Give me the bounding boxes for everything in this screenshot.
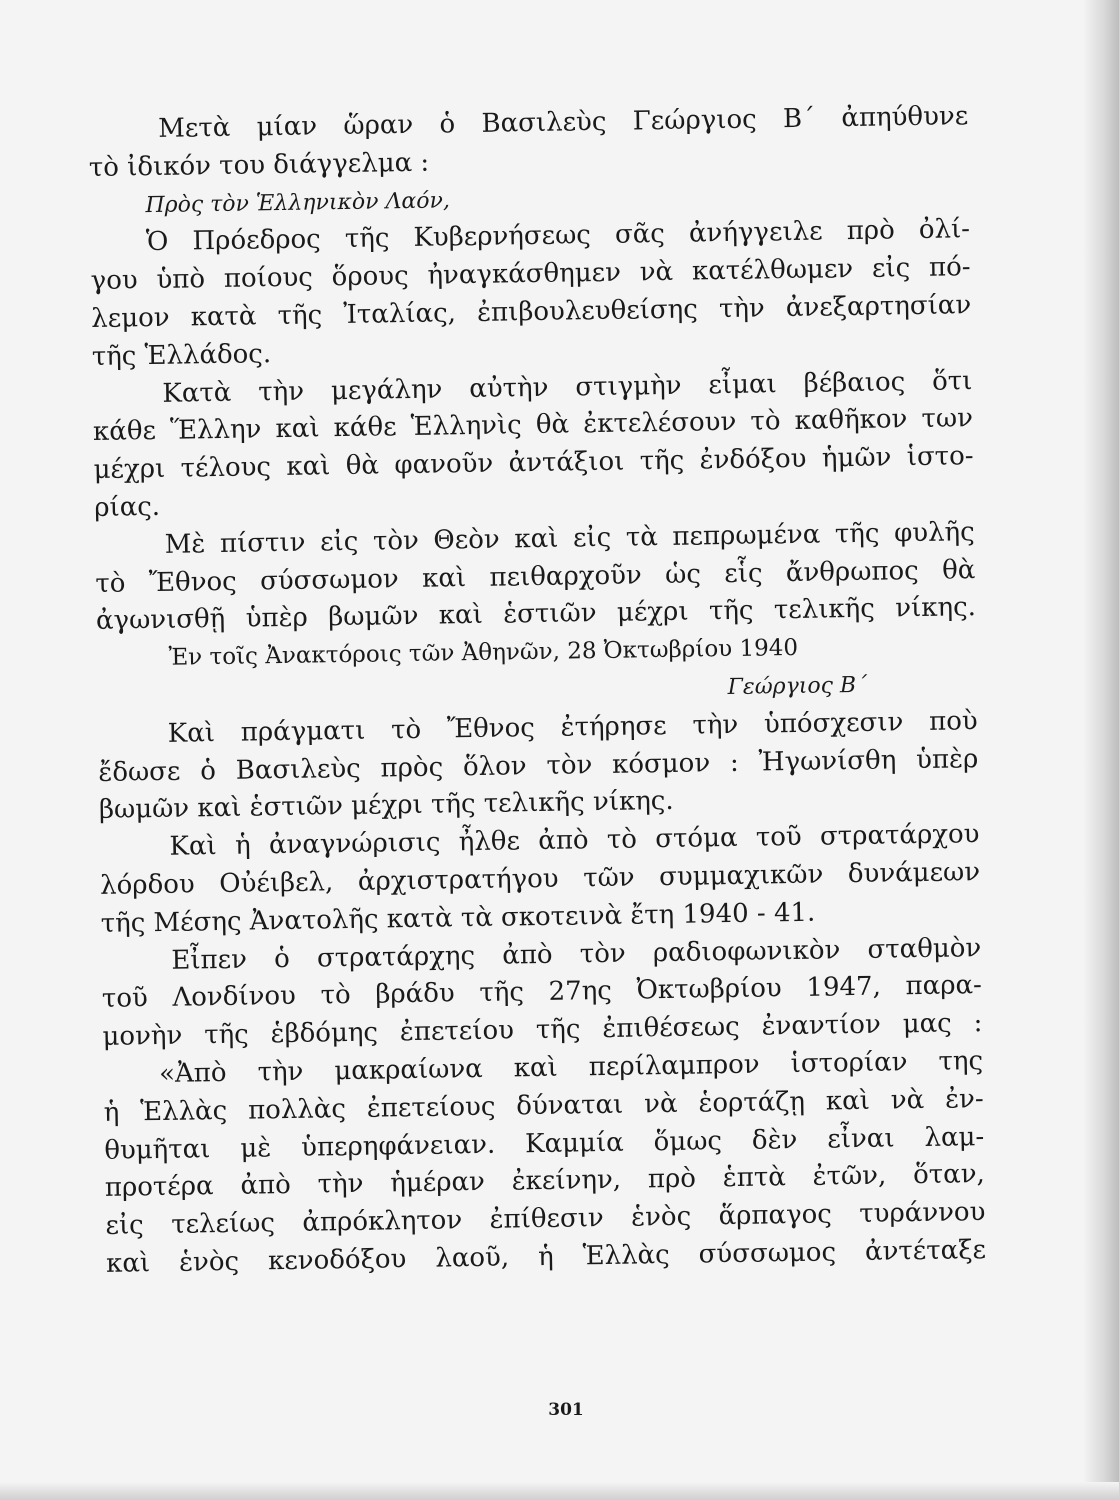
dateline: Ἐν τοῖς Ἀνακτόροις τῶν Ἀθηνῶν, 28 Ὀκτωβρίου 1940 [168, 635, 799, 671]
text-line: εἰς τελείως ἀπρόκλητον ἐπίθεσιν ἑνὸς ἅρπαγος τυράννου [105, 1197, 986, 1241]
text-line: Καὶ πράγματι τὸ Ἔθνος ἐτήρησε τὴν ὑπόσχεσιν ποὺ [167, 705, 978, 749]
page-edge-shadow [1083, 0, 1119, 1500]
text-line: Κατὰ τὴν μεγάλην αὐτὴν στιγμὴν εἶμαι βέβαιος ὅτι [162, 365, 973, 409]
page-number: 301 [548, 1400, 584, 1420]
text-line: μονὴν τῆς ἑβδόμης ἐπετείου τῆς ἐπιθέσεως ἐναντίον μας : [102, 1008, 983, 1053]
text-line: θυμῆται μὲ ὑπερηφάνειαν. Καμμία ὅμως δὲν εἶναι λαμ- [104, 1121, 985, 1166]
text-line: γου ὑπὸ ποίους ὅρους ἠναγκάσθημεν νὰ κατέλθωμεν εἰς πό- [90, 252, 971, 297]
text-line: ἔδωσε ὁ Βασιλεὺς πρὸς ὅλον τὸν κόσμον : Ἠγωνίσθη ὑπὲρ [98, 743, 979, 788]
text-line: καὶ ἑνὸς κενοδόξου λαοῦ, ἡ Ἑλλὰς σύσσωμος ἀντέταξε [105, 1234, 987, 1279]
text-line: τοῦ Λονδίνου τὸ βράδυ τῆς 27ης Ὀκτωβρίου 1947, παρα- [101, 970, 983, 1015]
text-line: ἀγωνισθῇ ὑπὲρ βωμῶν καὶ ἑστιῶν μέχρι τῆς τελικῆς νίκης. [95, 592, 977, 637]
text-line: βωμῶν καὶ ἑστιῶν μέχρι τῆς τελικῆς νίκης. [98, 786, 674, 826]
text-line: κάθε Ἕλλην καὶ κάθε Ἑλληνὶς θὰ ἐκτελέσουν τὸ καθῆκον των [92, 403, 974, 448]
text-line: τῆς Ἑλλάδος. [91, 338, 272, 372]
text-line: ἡ Ἑλλὰς πολλὰς ἐπετείους δύναται νὰ ἑορτάζῃ καὶ νὰ ἐν- [103, 1083, 984, 1128]
address-heading: Πρὸς τὸν Ἑλληνικὸν Λαόν, [145, 187, 451, 218]
body-text [88, 98, 986, 1283]
text-line: Καὶ ἡ ἀναγνώρισις ἦλθε ἀπὸ τὸ στόμα τοῦ στρατάρχου [169, 819, 980, 862]
text-line: Εἶπεν ὁ στρατάρχης ἀπὸ τὸν ραδιοφωνικὸν σταθμὸν [171, 932, 982, 976]
text-line: Μὲ πίστιν εἰς τὸν Θεὸν καὶ εἰς τὰ πεπρωμένα τῆς φυλῆς [164, 516, 975, 560]
text-line: προτέρα ἀπὸ τὴν ἡμέραν ἐκείνην, πρὸ ἑπτὰ ἐτῶν, ὅταν, [104, 1159, 986, 1204]
text-line: λόρδου Οὐέιβελ, ἀρχιστρατήγου τῶν συμμαχικῶν δυνάμεων [99, 857, 981, 901]
page-bottom-shadow [0, 1482, 1119, 1500]
text-line: τὸ ἰδικόν του διάγγελμα : [88, 147, 430, 183]
text-line: λεμον κατὰ τῆς Ἰταλίας, ἐπιβουλευθείσης τὴν ἀνεξαρτησίαν [91, 290, 972, 334]
text-line: τῆς Μέσης Ἀνατολῆς κατὰ τὰ σκοτεινὰ ἔτη 1940 - 41. [100, 897, 816, 939]
text-line: Μετὰ μίαν ὥραν ὁ Βασιλεὺς Γεώργιος Β΄ ἀπηύθυνε [158, 101, 969, 144]
text-line: Ὁ Πρόεδρος τῆς Κυβερνήσεως σᾶς ἀνήγγειλε πρὸ ὀλί- [145, 214, 971, 258]
text-line: τὸ Ἔθνος σύσσωμον καὶ πειθαρχοῦν ὡς εἷς ἄνθρωπος θὰ [95, 554, 976, 599]
text-line: μέχρι τέλους καὶ θὰ φανοῦν ἀντάξιοι τῆς ἐνδόξου ἡμῶν ἱστο- [93, 441, 974, 486]
signature: Γεώργιος Β΄ [727, 672, 868, 700]
text-line: ρίας. [93, 491, 161, 523]
text-line: «Ἀπὸ τὴν μακραίωνα καὶ περίλαμπρον ἱστορίαν της [158, 1045, 984, 1089]
